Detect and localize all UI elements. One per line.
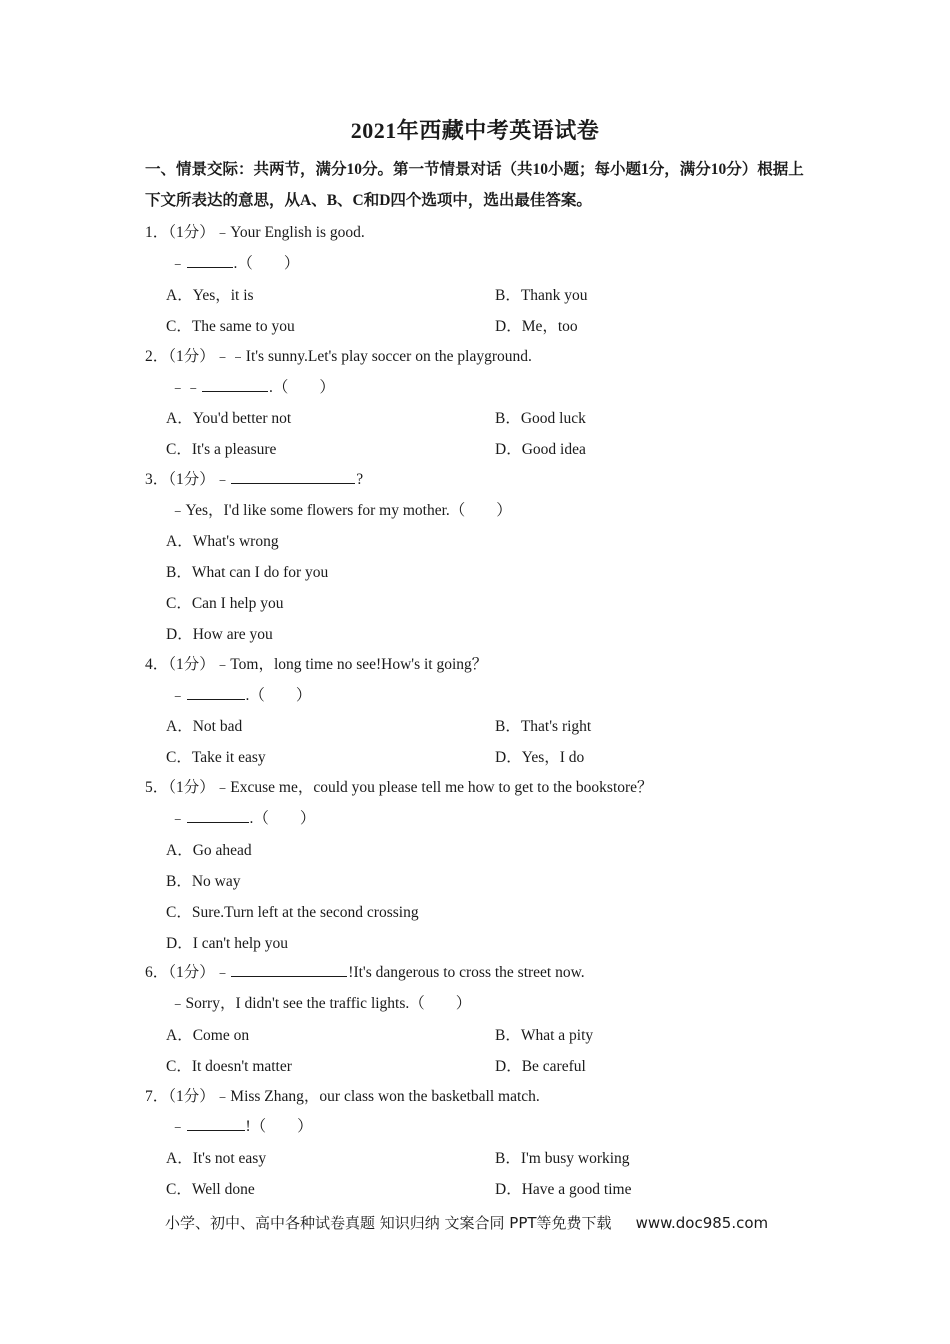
option-b: B．I'm busy working <box>495 1150 630 1167</box>
question-7-stem: 7．（1分）﹣Miss Zhang，our class won the basketball match. <box>145 1088 540 1105</box>
answer-blank <box>187 685 245 700</box>
footer-text: 小学、初中、高中各种试卷真题 知识归纳 文案合同 PPT等免费下载 <box>165 1214 612 1232</box>
question-3-stem: 3．（1分）﹣ ? <box>145 471 364 488</box>
option-d: D．Good idea <box>495 441 586 458</box>
option-d: D．I can't help you <box>166 935 289 952</box>
option-d: D．Yes，I do <box>495 749 585 766</box>
question-5-stem: 5．（1分）﹣Excuse me，could you please tell me how to get to the bookstore？ <box>145 779 653 796</box>
option-b: B．What a pity <box>495 1027 594 1044</box>
question-3-reply: ﹣Yes，I'd like some flowers for my mother.（ ） <box>170 502 512 519</box>
question-5-reply: ﹣ .（ ） <box>170 810 316 827</box>
option-a: A．Not bad <box>166 718 243 735</box>
option-a: A．Yes，it is <box>166 287 254 304</box>
question-2-stem: 2．（1分）﹣﹣It's sunny.Let's play soccer on the playground. <box>145 348 532 365</box>
option-a: A．It's not easy <box>166 1150 267 1167</box>
question-6-reply: ﹣Sorry，I didn't see the traffic lights.（ ） <box>170 995 472 1012</box>
answer-blank <box>187 253 233 268</box>
question-2-reply: ﹣﹣ .（ ） <box>170 379 335 396</box>
answer-blank <box>202 377 268 392</box>
option-d: D．Have a good time <box>495 1181 632 1198</box>
option-b: B．No way <box>166 873 241 890</box>
section-instructions: 一、情景交际：共两节，满分10分。第一节情景对话（共10小题；每小题1分，满分10分）根据上下文所表达的意思，从A、B、C和D四个选项中，选出最佳答案。 <box>145 161 804 209</box>
question-6-stem: 6．（1分）﹣ !It's dangerous to cross the street now. <box>145 964 585 981</box>
page-title: 2021年西藏中考英语试卷 <box>350 118 600 143</box>
answer-blank <box>187 808 249 823</box>
answer-blank <box>231 962 347 977</box>
question-1-reply: ﹣ .（ ） <box>170 255 300 272</box>
footer-site-link[interactable]: www.doc985.com <box>635 1214 769 1232</box>
question-7-reply: ﹣ !（ ） <box>170 1118 313 1135</box>
option-a: A．What's wrong <box>166 533 279 550</box>
option-c: C．Can I help you <box>166 595 284 612</box>
option-d: D．How are you <box>166 626 273 643</box>
option-d: D．Me，too <box>495 318 578 335</box>
option-a: A．You'd better not <box>166 410 292 427</box>
option-d: D．Be careful <box>495 1058 586 1075</box>
page-footer <box>165 1212 768 1233</box>
question-1-stem: 1．（1分）﹣Your English is good. <box>145 224 365 241</box>
option-c: C．It doesn't matter <box>166 1058 292 1075</box>
option-b: B．Thank you <box>495 287 588 304</box>
option-c: C．It's a pleasure <box>166 441 277 458</box>
answer-blank <box>187 1116 245 1131</box>
option-a: A．Come on <box>166 1027 250 1044</box>
option-b: B．Good luck <box>495 410 586 427</box>
question-4-reply: ﹣ .（ ） <box>170 687 312 704</box>
option-c: C．Take it easy <box>166 749 266 766</box>
option-b: B．What can I do for you <box>166 564 329 581</box>
option-c: C．Well done <box>166 1181 255 1198</box>
option-c: C．Sure.Turn left at the second crossing <box>166 904 419 921</box>
option-b: B．That's right <box>495 718 592 735</box>
option-c: C．The same to you <box>166 318 295 335</box>
question-4-stem: 4．（1分）﹣Tom，long time no see!How's it going？ <box>145 656 488 673</box>
answer-blank <box>231 469 355 484</box>
option-a: A．Go ahead <box>166 842 252 859</box>
